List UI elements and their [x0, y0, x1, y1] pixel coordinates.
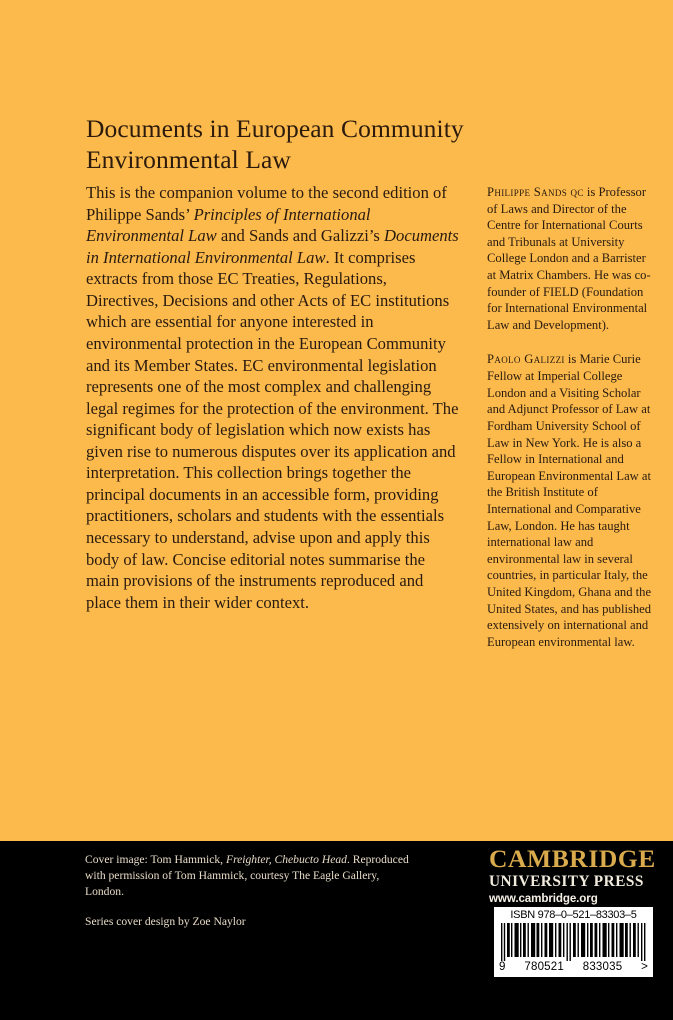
cover-image-artwork-title: Freighter, Chebucto Head: [225, 853, 347, 866]
blurb-column: [86, 182, 462, 613]
blurb-part-1: This is the companion volume to the second edition of Philippe Sands’: [86, 183, 447, 224]
publisher-url[interactable]: www.cambridge.org: [489, 891, 598, 905]
blurb-text: [86, 182, 462, 613]
blurb-part-3: . It comprises extracts from those EC Treaties, Regulations, Directives, Decisions and other Acts of EC institutions which are essential for anyone interested in environmental protection in the European Community and its Member States. EC environmental legislation represents one of the most complex and challenging legal regimes for the protection of the environment. The significant body of legislation which now exists has given rise to numerous disputes over its application and interpretation. This collection brings together the principal documents in an accessible form, providing practitioners, scholars and students with the essentials necessary to understand, advise upon and apply this body of law. Concise editorial notes summarise the main provisions of the instruments reproduced and place them in their wider context.: [86, 247, 459, 612]
ean-suffix: >: [641, 960, 648, 973]
author-bio-sands: [487, 184, 653, 333]
author-bio-galizzi: [487, 351, 653, 650]
ean-right-digits: 833035: [582, 960, 623, 973]
author-name-galizzi: Paolo Galizzi: [487, 352, 565, 367]
publisher-logo: [489, 844, 656, 905]
ean-mid-digits: 780521: [524, 960, 564, 973]
cover-image-credit-suffix: . Reproduced with permission of Tom Hammick, courtesy The Eagle Gallery, London.: [85, 853, 409, 898]
isbn-label: ISBN 978–0–521–83303–5: [510, 909, 637, 921]
title-line-2: Environmental Law: [86, 144, 291, 174]
title-block: [86, 114, 476, 176]
publisher-band: [0, 841, 673, 1020]
author-name-sands: Philippe Sands qc: [487, 185, 584, 199]
page-title: [86, 114, 476, 176]
publisher-name: CAMBRIDGE: [489, 844, 656, 873]
series-design-credit: Series cover design by Zoe Naylor: [85, 914, 246, 928]
credits-spacer: [85, 900, 415, 914]
ean-digits: [498, 961, 649, 973]
cover-credits: [85, 852, 415, 930]
ean-left-digit: 9: [499, 960, 506, 973]
blurb-part-2: and Sands and Galizzi’s: [216, 226, 385, 246]
blurb-italic-2: Documents in International Environmental Law: [86, 226, 459, 267]
blurb-italic-1: Principles of International Environmental Law: [86, 204, 371, 246]
author-bios-column: [487, 184, 653, 650]
isbn-barcode: [494, 907, 653, 977]
author-bio-text-sands: is Professor of Laws and Director of the Centre for International Courts and Tribunals at University College London and a Barrister at Matrix Chambers. He was co-founder of FIELD (Foundation for International Environmental Law and Development).: [487, 185, 651, 332]
publisher-subtitle: UNIVERSITY PRESS: [489, 872, 644, 890]
title-line-1: Documents in European Community: [86, 114, 464, 143]
cover-image-credit: [85, 852, 415, 900]
author-bio-text-galizzi: is Marie Curie Fellow at Imperial College London and a Visiting Scholar and Adjunct Professor of Law at Fordham University School of Law in New York. He is also a Fellow in International and European Environmental Law at the British Institute of International and Comparative Law, London. He has taught international law and environmental law in several countries, in particular Italy, the United Kingdom, Ghana and the United States, and has published extensively on international and European environmental law.: [487, 352, 652, 649]
barcode-bars: [501, 923, 647, 961]
cover-image-credit-prefix: Cover image: Tom Hammick,: [85, 853, 226, 866]
